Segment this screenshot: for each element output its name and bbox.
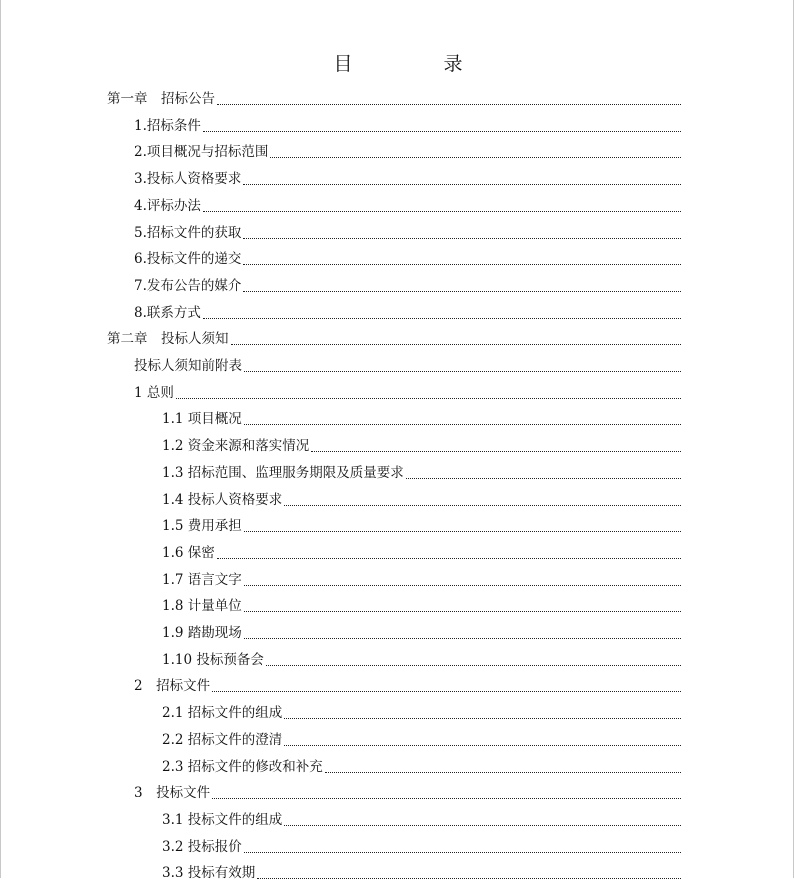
toc-dot-leader [176,397,681,399]
toc-dot-leader [311,450,681,452]
toc-entry-label: 3.3 投标有效期 [162,865,256,882]
toc-entry[interactable] [162,757,681,777]
toc-dot-leader [243,237,681,239]
toc-entry[interactable] [162,810,681,830]
toc-entry-label: 1.6 保密 [162,544,215,561]
toc-entry-label: 3 投标文件 [134,785,211,802]
toc-entry-label: 3.2 投标报价 [162,838,242,855]
toc-entry[interactable] [134,169,681,189]
toc-entry[interactable] [162,463,681,483]
toc-entry-label: 1.7 语言文字 [162,571,242,588]
toc-entry-label: 1.5 费用承担 [162,518,242,535]
toc-entry[interactable] [134,276,681,296]
toc-dot-leader [244,851,681,853]
toc-entry[interactable] [162,490,681,510]
toc-entry-label: 1.8 计量单位 [162,598,242,615]
toc-entry[interactable] [162,730,681,750]
toc-dot-leader [244,637,681,639]
toc-entry[interactable] [162,623,681,643]
toc-entry-label: 1.招标条件 [134,117,201,134]
toc-entry-label: 3.1 投标文件的组成 [162,811,283,828]
toc-entry[interactable] [134,249,681,269]
toc-entry-label: 第一章 招标公告 [107,91,215,107]
toc-entry[interactable] [134,142,681,162]
toc-dot-leader [244,610,681,612]
toc-entry[interactable] [134,383,681,403]
toc-entry-label: 8.联系方式 [134,304,201,321]
toc-entry-label: 1.9 踏勘现场 [162,625,242,641]
toc-entry-label: 2.1 招标文件的组成 [162,705,283,722]
toc-entry[interactable] [107,89,681,109]
toc-dot-leader [325,771,681,773]
toc-entry[interactable] [134,116,681,136]
toc-entry[interactable] [134,303,681,323]
toc-entry[interactable] [162,516,681,536]
toc-entry-label: 2.项目概况与招标范围 [134,144,269,161]
toc-entry-label: 1 总则 [134,384,174,401]
toc-dot-leader [284,824,681,826]
toc-entry[interactable] [162,596,681,616]
toc-entry-label: 2 招标文件 [134,678,211,695]
toc-entry-label: 5.招标文件的获取 [134,224,242,241]
toc-entry-label: 3.投标人资格要求 [134,171,242,188]
toc-entry-label: 1.4 投标人资格要求 [162,491,283,508]
toc-entry[interactable] [162,650,681,670]
toc-entry-label: 1.10 投标预备会 [162,651,264,668]
toc-dot-leader [270,156,681,158]
toc-dot-leader [266,664,681,666]
toc-entry[interactable] [162,570,681,590]
toc-entry[interactable] [107,329,681,349]
toc-entry[interactable] [134,676,681,696]
toc-entry[interactable] [134,223,681,243]
toc-entry[interactable] [162,837,681,857]
toc-entry-label: 投标人须知前附表 [134,358,242,374]
toc-entry[interactable] [162,436,681,456]
toc-dot-leader [231,343,682,345]
toc-dot-leader [243,290,681,292]
toc-entry[interactable] [162,543,681,563]
toc-dot-leader [203,210,681,212]
page-title: 目 录 [333,53,499,75]
toc-entry-label: 7.发布公告的媒介 [134,277,242,294]
toc-dot-leader [217,557,681,559]
toc-dot-leader [243,263,681,265]
toc-dot-leader [203,317,681,319]
toc-dot-leader [244,370,681,372]
toc-entry-label: 第二章 投标人须知 [107,331,229,348]
toc-entry[interactable] [162,409,681,429]
toc-entry[interactable] [162,703,681,723]
toc-entry-label: 1.2 资金来源和落实情况 [162,438,310,455]
toc-entry-label: 1.1 项目概况 [162,411,242,428]
toc-dot-leader [212,690,681,692]
toc-entry[interactable] [134,196,681,216]
toc-entry[interactable] [134,356,681,376]
toc-dot-leader [406,477,681,479]
toc-entry-label: 1.3 招标范围、监理服务期限及质量要求 [162,464,404,481]
toc-entry[interactable] [162,863,681,883]
toc-dot-leader [244,423,681,425]
toc-dot-leader [284,504,681,506]
toc-entry-label: 4.评标办法 [134,197,201,214]
toc-dot-leader [212,797,681,799]
toc-dot-leader [244,584,681,586]
toc-dot-leader [243,183,681,185]
toc-dot-leader [203,130,681,132]
toc-entry-label: 6.投标文件的递交 [134,251,242,268]
toc-entry-label: 2.3 招标文件的修改和补充 [162,758,323,775]
toc-entry[interactable] [134,783,681,803]
toc-dot-leader [217,103,681,105]
toc-entry-label: 2.2 招标文件的澄清 [162,731,283,748]
toc-dot-leader [244,530,681,532]
toc-dot-leader [284,744,681,746]
toc-dot-leader [284,717,681,719]
